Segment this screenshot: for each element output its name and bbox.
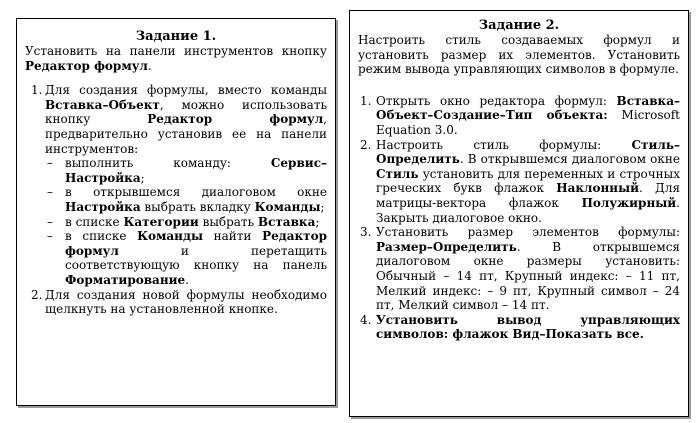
- substep-text: ;: [320, 199, 325, 214]
- substep-text: и перетащить соответствующую кнопку на панель: [65, 243, 327, 273]
- toolbar-name: Форматирование: [65, 272, 186, 287]
- list-name: Категории: [123, 214, 199, 229]
- step-text: . В открывшемся диалоговом окне размеры установить: Обычный – 14 пт, Крупный индекс: – 11 пт, Мелкий индекс: – 9 пт, Крупный символ – 24 пт, Мелкий символ – 14 пт.: [376, 239, 680, 313]
- step-number: 2.: [360, 137, 372, 152]
- task1-title: Задание 1.: [135, 29, 217, 44]
- dash: –: [47, 214, 53, 229]
- dialog-name: Стиль: [376, 166, 419, 181]
- step-text: Для создания формулы, вместо команды: [45, 83, 327, 98]
- substep-text: ;: [140, 170, 145, 185]
- menu-path: Размер–Определить: [376, 239, 517, 254]
- category-name: Вставка: [257, 214, 316, 229]
- checkbox-name: Полужирный: [581, 195, 677, 210]
- substep-text: в списке: [65, 229, 138, 244]
- step-text: Для создания новой формулы необходимо щелкнуть на установленной кнопке.: [45, 287, 327, 317]
- step-number: 2.: [31, 287, 43, 302]
- substep: [45, 229, 327, 287]
- step-text: Открыть окно редактора формул:: [376, 93, 617, 108]
- button-name: Редактор формул: [147, 112, 324, 127]
- task2-steps: [358, 94, 680, 342]
- task2-box: [349, 10, 689, 417]
- step-text: Установить размер элементов формулы:: [376, 225, 680, 240]
- list-name: Команды: [137, 229, 203, 244]
- menu-path: Стиль–Определить: [376, 137, 680, 167]
- task1-steps: [25, 83, 327, 317]
- menu-path: Вид–Показать все: [512, 327, 640, 342]
- step-number: 3.: [360, 225, 372, 240]
- task1-box: [16, 18, 336, 406]
- task2-step-4: [358, 313, 680, 342]
- step-text: . В открывшемся диалоговом окне: [459, 152, 680, 167]
- substep-text: .: [185, 272, 189, 287]
- step-text: установить для переменных и строчных греческих букв флажок: [376, 166, 680, 196]
- substep-text: в открывшемся диалоговом окне: [65, 185, 327, 200]
- menu-path: Сервис–Настройка: [65, 156, 327, 185]
- substep-text: в списке: [65, 214, 124, 229]
- step-text: Настроить стиль формулы:: [376, 137, 632, 152]
- task2-step-3: [358, 225, 680, 313]
- substep: [45, 185, 327, 214]
- button-name: Редактор формул: [25, 58, 148, 73]
- button-name: Редактор формул: [65, 229, 327, 258]
- step-text: .: [639, 327, 644, 342]
- dialog-name: Настройка: [65, 199, 141, 214]
- substep-text: выбрать: [198, 214, 258, 229]
- substep-text: выбрать вкладку: [140, 199, 255, 214]
- menu-path: Вставка–Объект–Создание–Тип объекта:: [376, 93, 680, 123]
- step-text: Microsoft Equation 3.0.: [376, 108, 680, 137]
- step-text: Установить вывод управляющих символов: флажок: [376, 312, 680, 342]
- checkbox-name: Наклонный: [556, 181, 640, 196]
- step-text: . Закрыть диалоговое окно.: [376, 195, 680, 225]
- step-number: 4.: [360, 312, 372, 327]
- task1-step-2: [25, 288, 327, 317]
- task1-substeps: [45, 156, 327, 287]
- dash: –: [47, 185, 53, 200]
- task2-title: Задание 2.: [478, 18, 560, 33]
- task2-step-2: [358, 138, 680, 226]
- task2-step-1: [358, 94, 680, 138]
- step-number: 1.: [31, 83, 43, 98]
- step-text: , предварительно установив ее на панели инструментов:: [45, 112, 327, 156]
- substep-text: ;: [315, 214, 320, 229]
- dash: –: [47, 156, 53, 171]
- substep-text: найти: [203, 229, 263, 244]
- task2-intro: Настроить стиль создаваемых формул и установить размер их элементов. Установить режим вывода управляющих символов в формуле.: [358, 33, 680, 77]
- task1-step-1: [25, 83, 327, 287]
- step-number: 1.: [360, 93, 372, 108]
- task1-intro: Установить на панели инструментов кнопку Редактор формул.: [25, 44, 327, 73]
- step-text: . Для матрицы-вектора флажок: [376, 181, 681, 210]
- tab-name: Команды: [254, 199, 321, 214]
- menu-path: Вставка–Объект: [45, 97, 160, 112]
- dash: –: [47, 229, 53, 244]
- substep: [45, 156, 327, 185]
- step-text: , можно использовать кнопку: [45, 97, 327, 127]
- substep: [45, 215, 327, 230]
- substep-text: выполнить команду:: [65, 156, 271, 171]
